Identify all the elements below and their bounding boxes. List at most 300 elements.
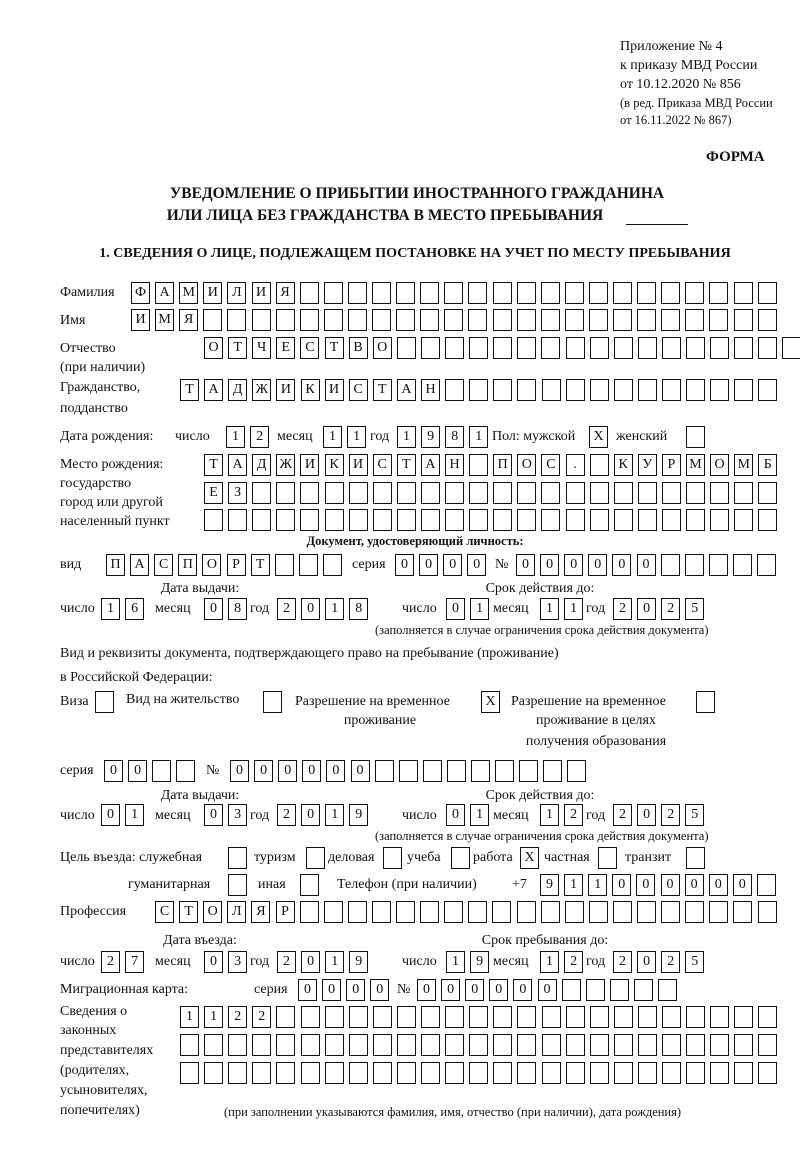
mc-number-cell[interactable]: 0 bbox=[538, 979, 557, 1001]
birth-place-3-cell[interactable] bbox=[349, 509, 368, 531]
reps-3-cell[interactable] bbox=[421, 1062, 440, 1084]
birth-place-3-cell[interactable] bbox=[373, 509, 392, 531]
birth-place-2-cell[interactable] bbox=[566, 482, 585, 504]
birth-place-2-cell[interactable] bbox=[421, 482, 440, 504]
reps-2-cell[interactable] bbox=[662, 1034, 681, 1056]
patronymic-cell[interactable] bbox=[638, 337, 657, 359]
until-year-cell[interactable]: 0 bbox=[637, 951, 656, 973]
surname-cell[interactable]: Л bbox=[227, 282, 246, 304]
mc-number-cell[interactable]: 0 bbox=[465, 979, 484, 1001]
stay-series-cell[interactable] bbox=[176, 760, 195, 782]
birth-place-3-cell[interactable] bbox=[276, 509, 295, 531]
birth-place-1-cell[interactable]: Н bbox=[445, 454, 464, 476]
name-cell[interactable] bbox=[372, 309, 391, 331]
patronymic-cell[interactable] bbox=[614, 337, 633, 359]
reps-3-cell[interactable] bbox=[397, 1062, 416, 1084]
entry-year-cell[interactable]: 2 bbox=[277, 951, 296, 973]
birth-place-1-cell[interactable]: М bbox=[734, 454, 753, 476]
mc-number-cell[interactable] bbox=[658, 979, 677, 1001]
birth-place-1-cell[interactable]: И bbox=[349, 454, 368, 476]
birth-place-2-cell[interactable] bbox=[686, 482, 705, 504]
birth-place-1-cell[interactable]: Ж bbox=[276, 454, 295, 476]
p-official-cell[interactable] bbox=[228, 847, 247, 869]
patronymic-cell[interactable]: О bbox=[204, 337, 223, 359]
birth-place-1-cell[interactable]: У bbox=[638, 454, 657, 476]
profession-cell[interactable] bbox=[589, 901, 608, 923]
id-kind-cell[interactable]: О bbox=[202, 554, 221, 576]
mc-number-cell[interactable] bbox=[562, 979, 581, 1001]
id-valid-year-cell[interactable]: 5 bbox=[685, 598, 704, 620]
reps-2-cell[interactable] bbox=[276, 1034, 295, 1056]
stay-number-cell[interactable] bbox=[471, 760, 490, 782]
birth-place-2-cell[interactable] bbox=[397, 482, 416, 504]
id-kind-cell[interactable]: Т bbox=[251, 554, 270, 576]
citizenship-cell[interactable] bbox=[590, 379, 609, 401]
id-issue-day-cell[interactable]: 1 bbox=[101, 598, 120, 620]
mc-series-cell[interactable]: 0 bbox=[322, 979, 341, 1001]
patronymic-cell[interactable] bbox=[421, 337, 440, 359]
profession-cell[interactable] bbox=[420, 901, 439, 923]
surname-cell[interactable] bbox=[661, 282, 680, 304]
surname-cell[interactable] bbox=[637, 282, 656, 304]
id-series-cell[interactable]: 0 bbox=[395, 554, 414, 576]
birth-place-2-cell[interactable] bbox=[590, 482, 609, 504]
surname-cell[interactable]: И bbox=[252, 282, 271, 304]
birth-place-2-cell[interactable]: Е bbox=[204, 482, 223, 504]
birth-place-1-cell[interactable]: Т bbox=[204, 454, 223, 476]
birth-place-1-cell[interactable]: А bbox=[421, 454, 440, 476]
patronymic-cell[interactable] bbox=[758, 337, 777, 359]
name-cell[interactable]: Я bbox=[179, 309, 198, 331]
name-cell[interactable] bbox=[252, 309, 271, 331]
reps-2-cell[interactable] bbox=[758, 1034, 777, 1056]
id-series-cell[interactable]: 0 bbox=[467, 554, 486, 576]
p-study-cell[interactable] bbox=[451, 847, 470, 869]
birth-place-3-cell[interactable] bbox=[710, 509, 729, 531]
birth-place-1-cell[interactable]: . bbox=[566, 454, 585, 476]
reps-2-cell[interactable] bbox=[566, 1034, 585, 1056]
profession-cell[interactable] bbox=[637, 901, 656, 923]
reps-3-cell[interactable] bbox=[758, 1062, 777, 1084]
name-cell[interactable] bbox=[541, 309, 560, 331]
profession-cell[interactable] bbox=[324, 901, 343, 923]
stay-issue-month-cell[interactable]: 3 bbox=[228, 804, 247, 826]
birth-year-cell[interactable]: 1 bbox=[469, 426, 488, 448]
reps-1-cell[interactable]: 2 bbox=[228, 1006, 247, 1028]
birth-place-1-cell[interactable]: К bbox=[325, 454, 344, 476]
birth-place-3-cell[interactable] bbox=[566, 509, 585, 531]
surname-cell[interactable] bbox=[685, 282, 704, 304]
reps-3-cell[interactable] bbox=[301, 1062, 320, 1084]
reps-1-cell[interactable] bbox=[758, 1006, 777, 1028]
id-kind-cell[interactable]: Р bbox=[227, 554, 246, 576]
birth-place-1-cell[interactable]: С bbox=[541, 454, 560, 476]
surname-cell[interactable] bbox=[541, 282, 560, 304]
reps-1-cell[interactable] bbox=[686, 1006, 705, 1028]
stay-issue-year-cell[interactable]: 2 bbox=[277, 804, 296, 826]
p-business-cell[interactable] bbox=[383, 847, 402, 869]
reps-2-cell[interactable] bbox=[252, 1034, 271, 1056]
birth-place-2-cell[interactable] bbox=[493, 482, 512, 504]
birth-place-2-cell[interactable] bbox=[662, 482, 681, 504]
reps-3-cell[interactable] bbox=[614, 1062, 633, 1084]
id-number-cell[interactable] bbox=[685, 554, 704, 576]
reps-1-cell[interactable] bbox=[662, 1006, 681, 1028]
stay-issue-year-cell[interactable]: 9 bbox=[349, 804, 368, 826]
birth-place-3-cell[interactable] bbox=[204, 509, 223, 531]
birth-month-cell[interactable]: 1 bbox=[347, 426, 366, 448]
surname-cell[interactable] bbox=[589, 282, 608, 304]
profession-cell[interactable]: С bbox=[155, 901, 174, 923]
reps-3-cell[interactable] bbox=[517, 1062, 536, 1084]
profession-cell[interactable] bbox=[661, 901, 680, 923]
reps-1-cell[interactable] bbox=[276, 1006, 295, 1028]
citizenship-cell[interactable] bbox=[566, 379, 585, 401]
name-cell[interactable] bbox=[493, 309, 512, 331]
reps-2-cell[interactable] bbox=[180, 1034, 199, 1056]
birth-place-3-cell[interactable] bbox=[252, 509, 271, 531]
p-private-cell[interactable] bbox=[598, 847, 617, 869]
phone-cell[interactable]: 9 bbox=[540, 874, 559, 896]
profession-cell[interactable] bbox=[541, 901, 560, 923]
reps-1-cell[interactable] bbox=[373, 1006, 392, 1028]
id-number-cell[interactable] bbox=[757, 554, 776, 576]
citizenship-cell[interactable] bbox=[734, 379, 753, 401]
profession-cell[interactable]: О bbox=[203, 901, 222, 923]
mc-number-cell[interactable] bbox=[586, 979, 605, 1001]
patronymic-cell[interactable] bbox=[469, 337, 488, 359]
phone-cell[interactable]: 1 bbox=[564, 874, 583, 896]
citizenship-cell[interactable]: Н bbox=[421, 379, 440, 401]
id-number-cell[interactable] bbox=[709, 554, 728, 576]
reps-1-cell[interactable] bbox=[542, 1006, 561, 1028]
phone-cell[interactable]: 0 bbox=[636, 874, 655, 896]
reps-1-cell[interactable]: 2 bbox=[252, 1006, 271, 1028]
birth-place-1-cell[interactable]: О bbox=[710, 454, 729, 476]
name-cell[interactable] bbox=[637, 309, 656, 331]
reps-2-cell[interactable] bbox=[397, 1034, 416, 1056]
id-kind-cell[interactable]: С bbox=[154, 554, 173, 576]
birth-place-2-cell[interactable] bbox=[710, 482, 729, 504]
citizenship-cell[interactable]: К bbox=[301, 379, 320, 401]
mc-number-cell[interactable]: 0 bbox=[489, 979, 508, 1001]
birth-place-1-cell[interactable]: Д bbox=[252, 454, 271, 476]
patronymic-cell[interactable] bbox=[541, 337, 560, 359]
citizenship-cell[interactable] bbox=[686, 379, 705, 401]
until-day-cell[interactable]: 1 bbox=[446, 951, 465, 973]
phone-cell[interactable]: 0 bbox=[661, 874, 680, 896]
phone-cell[interactable]: 0 bbox=[733, 874, 752, 896]
stay-number-cell[interactable] bbox=[375, 760, 394, 782]
reps-1-cell[interactable] bbox=[493, 1006, 512, 1028]
name-cell[interactable] bbox=[276, 309, 295, 331]
until-day-cell[interactable]: 9 bbox=[470, 951, 489, 973]
birth-year-cell[interactable]: 1 bbox=[397, 426, 416, 448]
id-valid-year-cell[interactable]: 2 bbox=[661, 598, 680, 620]
citizenship-cell[interactable]: Д bbox=[228, 379, 247, 401]
profession-cell[interactable] bbox=[709, 901, 728, 923]
reps-1-cell[interactable] bbox=[349, 1006, 368, 1028]
surname-cell[interactable] bbox=[709, 282, 728, 304]
birth-day-cell[interactable]: 2 bbox=[250, 426, 269, 448]
profession-cell[interactable]: Р bbox=[276, 901, 295, 923]
stay-issue-month-cell[interactable]: 0 bbox=[204, 804, 223, 826]
birth-place-1-cell[interactable]: Б bbox=[758, 454, 777, 476]
id-issue-month-cell[interactable]: 0 bbox=[204, 598, 223, 620]
citizenship-cell[interactable] bbox=[662, 379, 681, 401]
entry-year-cell[interactable]: 0 bbox=[301, 951, 320, 973]
surname-cell[interactable] bbox=[444, 282, 463, 304]
citizenship-cell[interactable]: И bbox=[276, 379, 295, 401]
reps-1-cell[interactable] bbox=[469, 1006, 488, 1028]
surname-cell[interactable] bbox=[517, 282, 536, 304]
reps-2-cell[interactable] bbox=[421, 1034, 440, 1056]
surname-cell[interactable] bbox=[300, 282, 319, 304]
birth-year-cell[interactable]: 8 bbox=[445, 426, 464, 448]
reps-2-cell[interactable] bbox=[686, 1034, 705, 1056]
stay-number-cell[interactable] bbox=[447, 760, 466, 782]
stay-series-cell[interactable]: 0 bbox=[104, 760, 123, 782]
phone-cell[interactable]: 0 bbox=[612, 874, 631, 896]
surname-cell[interactable] bbox=[613, 282, 632, 304]
stay-valid-month-cell[interactable]: 1 bbox=[540, 804, 559, 826]
name-cell[interactable] bbox=[444, 309, 463, 331]
reps-1-cell[interactable] bbox=[614, 1006, 633, 1028]
patronymic-cell[interactable]: В bbox=[349, 337, 368, 359]
trp-edu-cell[interactable] bbox=[696, 691, 715, 713]
stay-number-cell[interactable]: 0 bbox=[278, 760, 297, 782]
profession-cell[interactable] bbox=[565, 901, 584, 923]
id-valid-year-cell[interactable]: 2 bbox=[613, 598, 632, 620]
mc-number-cell[interactable]: 0 bbox=[513, 979, 532, 1001]
birth-place-2-cell[interactable] bbox=[252, 482, 271, 504]
stay-issue-year-cell[interactable]: 0 bbox=[301, 804, 320, 826]
reps-3-cell[interactable] bbox=[204, 1062, 223, 1084]
stay-valid-month-cell[interactable]: 2 bbox=[564, 804, 583, 826]
surname-cell[interactable] bbox=[324, 282, 343, 304]
surname-cell[interactable]: А bbox=[155, 282, 174, 304]
patronymic-cell[interactable] bbox=[493, 337, 512, 359]
mc-series-cell[interactable]: 0 bbox=[346, 979, 365, 1001]
birth-place-2-cell[interactable] bbox=[758, 482, 777, 504]
birth-place-3-cell[interactable] bbox=[614, 509, 633, 531]
surname-cell[interactable] bbox=[493, 282, 512, 304]
trp-cell[interactable]: X bbox=[481, 691, 500, 713]
stay-number-cell[interactable] bbox=[399, 760, 418, 782]
birth-place-3-cell[interactable] bbox=[445, 509, 464, 531]
surname-cell[interactable] bbox=[420, 282, 439, 304]
surname-cell[interactable]: Я bbox=[276, 282, 295, 304]
patronymic-cell[interactable] bbox=[517, 337, 536, 359]
birth-place-1-cell[interactable] bbox=[590, 454, 609, 476]
id-valid-year-cell[interactable]: 0 bbox=[637, 598, 656, 620]
patronymic-cell[interactable] bbox=[397, 337, 416, 359]
surname-cell[interactable] bbox=[758, 282, 777, 304]
reps-2-cell[interactable] bbox=[734, 1034, 753, 1056]
patronymic-cell[interactable]: Т bbox=[228, 337, 247, 359]
name-cell[interactable] bbox=[300, 309, 319, 331]
name-cell[interactable] bbox=[324, 309, 343, 331]
birth-place-3-cell[interactable] bbox=[397, 509, 416, 531]
phone-cell[interactable]: 0 bbox=[709, 874, 728, 896]
profession-cell[interactable]: Л bbox=[227, 901, 246, 923]
surname-cell[interactable] bbox=[565, 282, 584, 304]
mc-series-cell[interactable]: 0 bbox=[370, 979, 389, 1001]
reps-3-cell[interactable] bbox=[493, 1062, 512, 1084]
reps-2-cell[interactable] bbox=[228, 1034, 247, 1056]
birth-year-cell[interactable]: 9 bbox=[421, 426, 440, 448]
birth-place-1-cell[interactable]: И bbox=[300, 454, 319, 476]
reps-3-cell[interactable] bbox=[734, 1062, 753, 1084]
profession-cell[interactable]: Я bbox=[251, 901, 270, 923]
id-number-cell[interactable]: 0 bbox=[637, 554, 656, 576]
id-kind-cell[interactable]: П bbox=[178, 554, 197, 576]
reps-3-cell[interactable] bbox=[180, 1062, 199, 1084]
stay-valid-day-cell[interactable]: 1 bbox=[470, 804, 489, 826]
birth-day-cell[interactable]: 1 bbox=[226, 426, 245, 448]
surname-cell[interactable] bbox=[348, 282, 367, 304]
profession-cell[interactable] bbox=[396, 901, 415, 923]
stay-series-cell[interactable]: 0 bbox=[128, 760, 147, 782]
birth-place-3-cell[interactable] bbox=[493, 509, 512, 531]
patronymic-cell[interactable]: Ч bbox=[252, 337, 271, 359]
stay-valid-year-cell[interactable]: 2 bbox=[661, 804, 680, 826]
birth-place-2-cell[interactable] bbox=[469, 482, 488, 504]
entry-year-cell[interactable]: 9 bbox=[349, 951, 368, 973]
reps-3-cell[interactable] bbox=[710, 1062, 729, 1084]
name-cell[interactable] bbox=[468, 309, 487, 331]
id-number-cell[interactable]: 0 bbox=[612, 554, 631, 576]
reps-1-cell[interactable] bbox=[397, 1006, 416, 1028]
until-month-cell[interactable]: 2 bbox=[564, 951, 583, 973]
reps-1-cell[interactable] bbox=[638, 1006, 657, 1028]
id-issue-year-cell[interactable]: 2 bbox=[277, 598, 296, 620]
birth-place-2-cell[interactable] bbox=[614, 482, 633, 504]
reps-1-cell[interactable] bbox=[710, 1006, 729, 1028]
birth-place-3-cell[interactable] bbox=[734, 509, 753, 531]
reps-2-cell[interactable] bbox=[301, 1034, 320, 1056]
citizenship-cell[interactable]: Т bbox=[373, 379, 392, 401]
reps-2-cell[interactable] bbox=[638, 1034, 657, 1056]
stay-issue-day-cell[interactable]: 0 bbox=[101, 804, 120, 826]
birth-place-3-cell[interactable] bbox=[638, 509, 657, 531]
reps-1-cell[interactable] bbox=[566, 1006, 585, 1028]
id-number-cell[interactable]: 0 bbox=[540, 554, 559, 576]
id-series-cell[interactable]: 0 bbox=[419, 554, 438, 576]
patronymic-cell[interactable] bbox=[734, 337, 753, 359]
stay-issue-year-cell[interactable]: 1 bbox=[325, 804, 344, 826]
birth-place-1-cell[interactable]: А bbox=[228, 454, 247, 476]
profession-cell[interactable]: Т bbox=[179, 901, 198, 923]
reps-2-cell[interactable] bbox=[373, 1034, 392, 1056]
birth-place-1-cell[interactable]: М bbox=[686, 454, 705, 476]
birth-place-3-cell[interactable] bbox=[590, 509, 609, 531]
p-humanitarian-cell[interactable] bbox=[228, 874, 247, 896]
reps-1-cell[interactable]: 1 bbox=[180, 1006, 199, 1028]
name-cell[interactable] bbox=[709, 309, 728, 331]
stay-number-cell[interactable] bbox=[423, 760, 442, 782]
stay-number-cell[interactable]: 0 bbox=[326, 760, 345, 782]
reps-2-cell[interactable] bbox=[325, 1034, 344, 1056]
reps-3-cell[interactable] bbox=[469, 1062, 488, 1084]
birth-place-2-cell[interactable] bbox=[638, 482, 657, 504]
birth-place-3-cell[interactable] bbox=[662, 509, 681, 531]
reps-2-cell[interactable] bbox=[349, 1034, 368, 1056]
id-number-cell[interactable] bbox=[733, 554, 752, 576]
surname-cell[interactable]: М bbox=[179, 282, 198, 304]
surname-cell[interactable] bbox=[734, 282, 753, 304]
reps-2-cell[interactable] bbox=[517, 1034, 536, 1056]
reps-3-cell[interactable] bbox=[542, 1062, 561, 1084]
stay-issue-day-cell[interactable]: 1 bbox=[125, 804, 144, 826]
birth-place-1-cell[interactable]: П bbox=[493, 454, 512, 476]
patronymic-cell[interactable] bbox=[686, 337, 705, 359]
birth-place-3-cell[interactable] bbox=[325, 509, 344, 531]
reps-3-cell[interactable] bbox=[228, 1062, 247, 1084]
profession-cell[interactable] bbox=[372, 901, 391, 923]
citizenship-cell[interactable] bbox=[445, 379, 464, 401]
name-cell[interactable] bbox=[734, 309, 753, 331]
id-kind-cell[interactable] bbox=[275, 554, 294, 576]
id-number-cell[interactable]: 0 bbox=[516, 554, 535, 576]
id-issue-day-cell[interactable]: 6 bbox=[125, 598, 144, 620]
birth-month-cell[interactable]: 1 bbox=[323, 426, 342, 448]
mc-number-cell[interactable] bbox=[634, 979, 653, 1001]
phone-cell[interactable]: 1 bbox=[588, 874, 607, 896]
patronymic-cell[interactable]: О bbox=[373, 337, 392, 359]
mc-number-cell[interactable] bbox=[610, 979, 629, 1001]
reps-1-cell[interactable] bbox=[301, 1006, 320, 1028]
birth-place-3-cell[interactable] bbox=[758, 509, 777, 531]
citizenship-cell[interactable]: А bbox=[397, 379, 416, 401]
reps-1-cell[interactable]: 1 bbox=[204, 1006, 223, 1028]
stay-valid-year-cell[interactable]: 5 bbox=[685, 804, 704, 826]
until-year-cell[interactable]: 2 bbox=[661, 951, 680, 973]
stay-number-cell[interactable] bbox=[567, 760, 586, 782]
birth-place-1-cell[interactable]: С bbox=[373, 454, 392, 476]
entry-day-cell[interactable]: 7 bbox=[125, 951, 144, 973]
patronymic-cell[interactable]: С bbox=[300, 337, 319, 359]
reps-1-cell[interactable] bbox=[325, 1006, 344, 1028]
id-valid-month-cell[interactable]: 1 bbox=[564, 598, 583, 620]
name-cell[interactable] bbox=[758, 309, 777, 331]
reps-3-cell[interactable] bbox=[373, 1062, 392, 1084]
birth-place-3-cell[interactable] bbox=[421, 509, 440, 531]
stay-number-cell[interactable] bbox=[519, 760, 538, 782]
entry-day-cell[interactable]: 2 bbox=[101, 951, 120, 973]
profession-cell[interactable] bbox=[492, 901, 511, 923]
id-kind-cell[interactable] bbox=[299, 554, 318, 576]
reps-3-cell[interactable] bbox=[276, 1062, 295, 1084]
surname-cell[interactable] bbox=[372, 282, 391, 304]
p-tourism-cell[interactable] bbox=[306, 847, 325, 869]
birth-place-1-cell[interactable] bbox=[469, 454, 488, 476]
stay-valid-year-cell[interactable]: 0 bbox=[637, 804, 656, 826]
surname-cell[interactable]: И bbox=[203, 282, 222, 304]
citizenship-cell[interactable]: Ж bbox=[252, 379, 271, 401]
entry-year-cell[interactable]: 1 bbox=[325, 951, 344, 973]
stay-number-cell[interactable]: 0 bbox=[254, 760, 273, 782]
profession-cell[interactable] bbox=[733, 901, 752, 923]
reps-3-cell[interactable] bbox=[349, 1062, 368, 1084]
birth-place-3-cell[interactable] bbox=[686, 509, 705, 531]
residence-cell[interactable] bbox=[263, 691, 282, 713]
birth-place-2-cell[interactable] bbox=[734, 482, 753, 504]
name-cell[interactable] bbox=[420, 309, 439, 331]
birth-place-1-cell[interactable]: К bbox=[614, 454, 633, 476]
patronymic-cell[interactable]: Т bbox=[325, 337, 344, 359]
reps-3-cell[interactable] bbox=[590, 1062, 609, 1084]
